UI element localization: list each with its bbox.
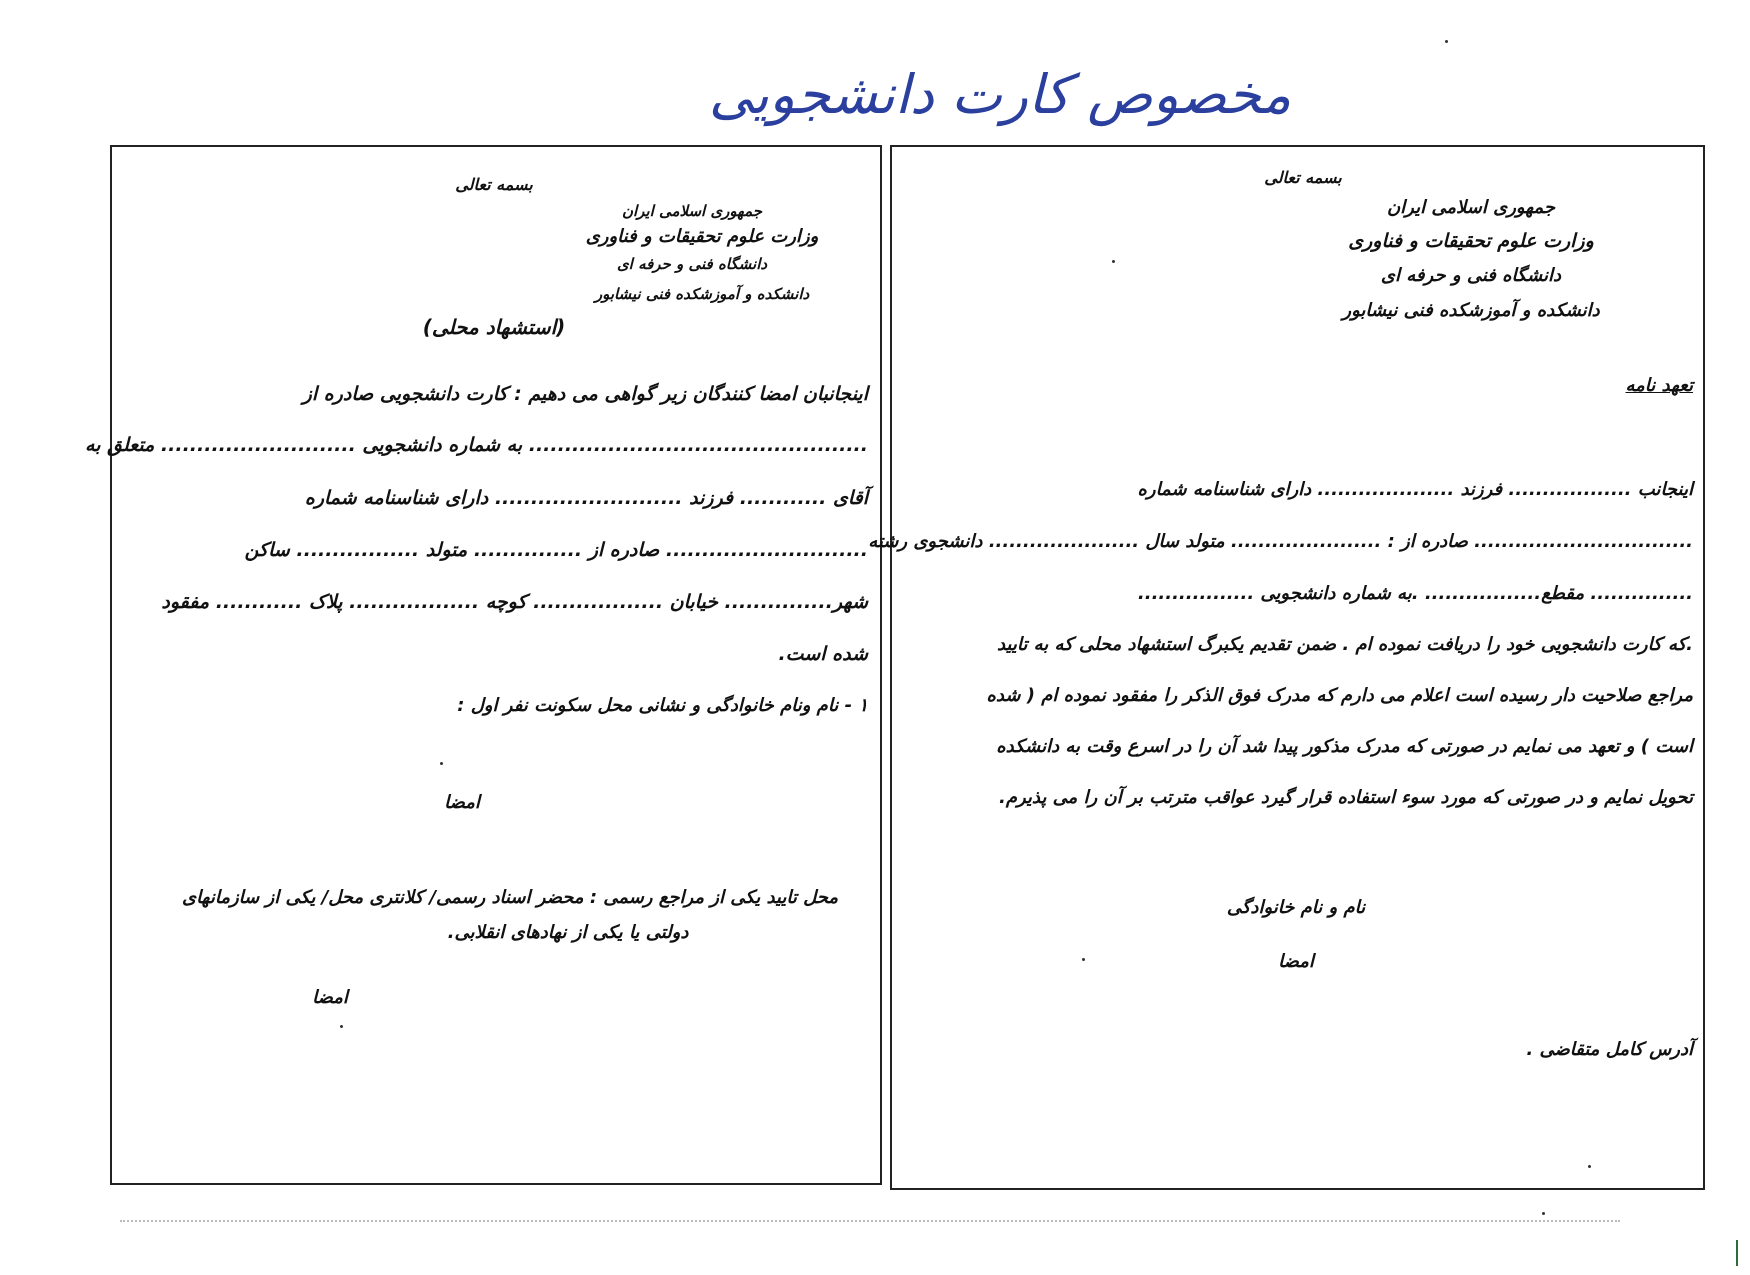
applicant-address-label: آدرس کامل متقاضی . — [1526, 1039, 1693, 1060]
scan-speck — [340, 1025, 343, 1028]
scan-speck — [1542, 1212, 1545, 1215]
scan-edge-line — [120, 1220, 1620, 1222]
body-line-6: شده است. — [778, 643, 868, 665]
form-title: تعهد نامه — [1625, 375, 1693, 396]
body-line-4: ............................ صادره از ............... متولد ................. ساکن — [244, 539, 868, 561]
local-testimony-form — [85, 145, 882, 1185]
org-ministry: وزارت علوم تحقیقات و فناوری — [1348, 230, 1594, 252]
confirmation-line-1: محل تایید یکی از مراجع رسمی : محضر اسناد رسمی/ کلانتری محل/ یکی از سازمانهای — [181, 887, 839, 908]
applicant-signature: امضا — [1278, 951, 1314, 972]
bismillah-heading: بسمه تعالی — [1264, 168, 1342, 187]
scan-speck — [1445, 40, 1448, 43]
witness-1-signature: امضا — [444, 792, 480, 813]
scan-speck — [1082, 958, 1085, 961]
form-title: (استشهاد محلی) — [422, 315, 566, 339]
org-ministry: وزارت علوم تحقیقات و فناوری — [585, 226, 819, 247]
body-line-1: اینجانبان امضا کنندگان زیر گواهی می دهیم : کارت دانشجویی صادره از — [302, 383, 868, 405]
org-college: دانشکده و آموزشکده فنی نیشابور — [594, 285, 810, 303]
body-line-5: مراجع صلاحیت دار رسیده است اعلام می دارم که مدرک فوق الذکر را مفقود نموده ام ( شده — [986, 685, 1693, 706]
body-line-1: اینجانب .................. فرزند .................... دارای شناسنامه شماره — [1137, 479, 1693, 500]
scan-edge-mark — [1736, 1240, 1738, 1266]
org-college: دانشکده و آموزشکده فنی نیشابور — [1342, 300, 1600, 321]
body-line-4: .که کارت دانشجویی خود را دریافت نموده ام . ضمن تقدیم یکبرگ استشهاد محلی که به تایید — [996, 634, 1693, 655]
body-line-6: است ) و تعهد می نمایم در صورتی که مدرک مذکور پیدا شد آن را در اسرع وقت به دانشکده — [996, 736, 1693, 757]
org-country: جمهوری اسلامی ایران — [1386, 197, 1556, 218]
handwritten-note: مخصوص کارت دانشجویی — [708, 63, 1292, 126]
body-line-7: تحویل نمایم و در صورتی که مورد سوء استفاده قرار گیرد عواقب مترتب بر آن را می پذیرم. — [998, 787, 1693, 808]
org-university: دانشگاه فنی و حرفه ای — [616, 255, 768, 273]
body-line-2: ................................ صادره از : ...................... متولد سال ...................... دانشجوی رشته — [868, 531, 1693, 552]
commitment-letter-form — [868, 145, 1705, 1190]
confirmation-signature: امضا — [312, 987, 348, 1008]
org-country: جمهوری اسلامی ایران — [621, 202, 763, 220]
org-university: دانشگاه فنی و حرفه ای — [1380, 265, 1562, 286]
applicant-name-label: نام و نام خانوادگی — [1226, 897, 1366, 918]
scan-speck — [440, 762, 443, 765]
scan-speck — [1588, 1165, 1591, 1168]
confirmation-line-2: دولتی یا یکی از نهادهای انقلابی. — [447, 922, 689, 943]
body-line-5: شهر............... خیابان .................. کوچه .................. پلاک ............ مفقود — [161, 591, 868, 613]
body-line-3: آقای ............ فرزند .......................... دارای شناسنامه شماره — [304, 487, 868, 509]
scan-speck — [1112, 260, 1115, 263]
witness-1-label: ۱ - نام ونام خانوادگی و نشانی محل سکونت نفر اول : — [457, 695, 868, 716]
body-line-2: ............................................... به شماره دانشجویی ........................... متعلق به — [85, 434, 868, 456]
bismillah-heading: بسمه تعالی — [455, 175, 533, 194]
body-line-3: ............... مقطع................. .به شماره دانشجویی ................. — [1137, 583, 1693, 604]
